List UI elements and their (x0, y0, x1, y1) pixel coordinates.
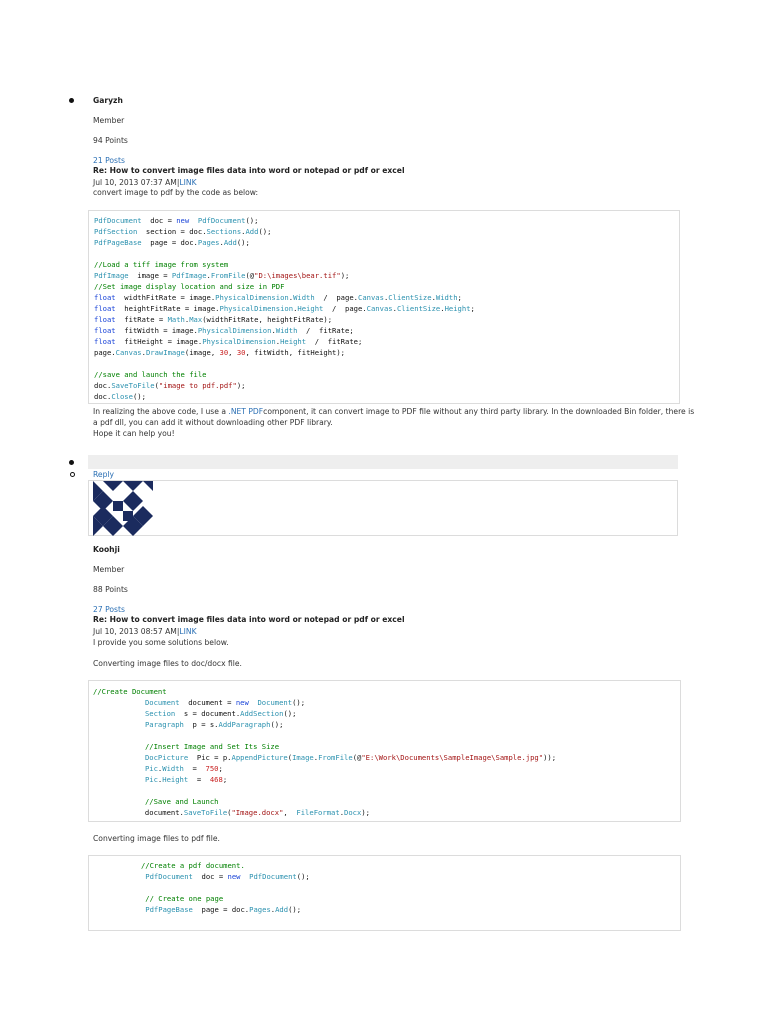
post-title: Re: How to convert image files data into word or notepad or pdf or excel (93, 615, 405, 624)
code-line: Section s = document.AddSection(); (144, 709, 297, 718)
user-points: 88 Points (93, 585, 128, 594)
user-posts-link[interactable]: 27 Posts (93, 605, 125, 614)
code-line: float heightFitRate = image.PhysicalDimension.Height / page.Canvas.ClientSize.Height; (94, 304, 475, 313)
meta-separator: | (176, 627, 180, 636)
code-line: //save and launch the file (94, 370, 207, 379)
code-line: PdfSection section = doc.Sections.Add(); (94, 227, 272, 236)
post-body-line: a pdf dll, you can add it without downloading other PDF library. (93, 418, 333, 427)
code-line (89, 882, 310, 893)
code-line: PdfDocument doc = new PdfDocument(); (94, 216, 259, 225)
code-line: float fitHeight = image.PhysicalDimension.Height / fitRate; (94, 337, 363, 346)
post-date: Jul 10, 2013 07:37 AM (93, 178, 177, 187)
code-line (93, 785, 556, 796)
code-line: float fitWidth = image.PhysicalDimension.Width / fitRate; (94, 326, 354, 335)
code-content (94, 215, 475, 402)
code-line: page.Canvas.DrawImage(image, 30, 30, fitWidth, fitHeight); (94, 348, 346, 357)
code-line: float fitRate = Math.Max(widthFitRate, heightFitRate); (94, 315, 333, 324)
code-line: //Save and Launch (144, 797, 219, 806)
reply-link[interactable]: Reply (93, 470, 115, 479)
avatar (93, 481, 153, 536)
net-pdf-link[interactable]: .NET PDF (228, 407, 264, 416)
separator-bar (88, 455, 678, 469)
code-line: doc.SaveToFile("image to pdf.pdf"); (94, 381, 246, 390)
user-role: Member (93, 565, 125, 574)
post-meta (93, 178, 197, 188)
code-line: //Set image display location and size in PDF (94, 282, 285, 291)
post-date: Jul 10, 2013 08:57 AM (93, 627, 177, 636)
post-title: Re: How to convert image files data into word or notepad or pdf or excel (93, 166, 405, 175)
code-line: Pic.Width = 750; (144, 764, 223, 773)
body-text: component, it can convert image to PDF file without any third party library. In the downloaded Bin folder, there is (263, 407, 695, 416)
section-subheading: Converting image files to pdf file. (93, 834, 220, 843)
body-text: In realizing the above code, I use a (93, 407, 229, 416)
code-block (88, 680, 681, 822)
code-line (94, 248, 475, 259)
code-line: PdfPageBase page = doc.Pages.Add(); (94, 238, 250, 247)
avatar-frame (88, 480, 678, 536)
user-posts-link[interactable]: 21 Posts (93, 156, 125, 165)
meta-separator: | (176, 178, 180, 187)
code-line: //Create Document (93, 687, 167, 696)
code-line: document.SaveToFile("Image.docx", FileFormat.Docx); (93, 808, 370, 817)
code-line: Document document = new Document(); (144, 698, 306, 707)
code-line (93, 730, 556, 741)
code-line: Paragraph p = s.AddParagraph(); (144, 720, 284, 729)
code-line: float widthFitRate = image.PhysicalDimension.Width / page.Canvas.ClientSize.Width; (94, 293, 462, 302)
username: Koohji (93, 545, 120, 554)
code-line: //Create a pdf document. (140, 861, 245, 870)
code-line: Pic.Height = 468; (144, 775, 228, 784)
code-line (94, 358, 475, 369)
post-intro: I provide you some solutions below. (93, 638, 229, 647)
username: Garyzh (93, 96, 123, 105)
code-line: PdfPageBase page = doc.Pages.Add(); (145, 905, 302, 914)
code-line: //Insert Image and Set Its Size (144, 742, 280, 751)
post-body-line (93, 407, 694, 417)
code-block (88, 855, 681, 931)
permalink[interactable]: LINK (179, 178, 197, 187)
post-intro: convert image to pdf by the code as below: (93, 188, 259, 197)
user-points: 94 Points (93, 136, 128, 145)
user-role: Member (93, 116, 125, 125)
list-bullet (69, 460, 74, 465)
code-line: PdfDocument doc = new PdfDocument(); (145, 872, 310, 881)
post-meta (93, 627, 197, 637)
section-subheading: Converting image files to doc/docx file. (93, 659, 242, 668)
code-line: //Load a tiff image from system (94, 260, 229, 269)
code-content (93, 686, 556, 818)
permalink[interactable]: LINK (179, 627, 197, 636)
code-line: doc.Close(); (94, 392, 146, 401)
post-body-line: Hope it can help you! (93, 429, 175, 438)
code-line: DocPicture Pic = p.AppendPicture(Image.FromFile(@"E:\Work\Documents\SampleImage\Sample.jpg")); (144, 753, 557, 762)
code-line: PdfImage image = PdfImage.FromFile(@"D:\images\bear.tif"); (94, 271, 350, 280)
code-content (89, 860, 310, 915)
list-bullet (69, 98, 74, 103)
code-block (88, 210, 680, 404)
code-line: // Create one page (145, 894, 224, 903)
list-bullet-circle (70, 472, 75, 477)
